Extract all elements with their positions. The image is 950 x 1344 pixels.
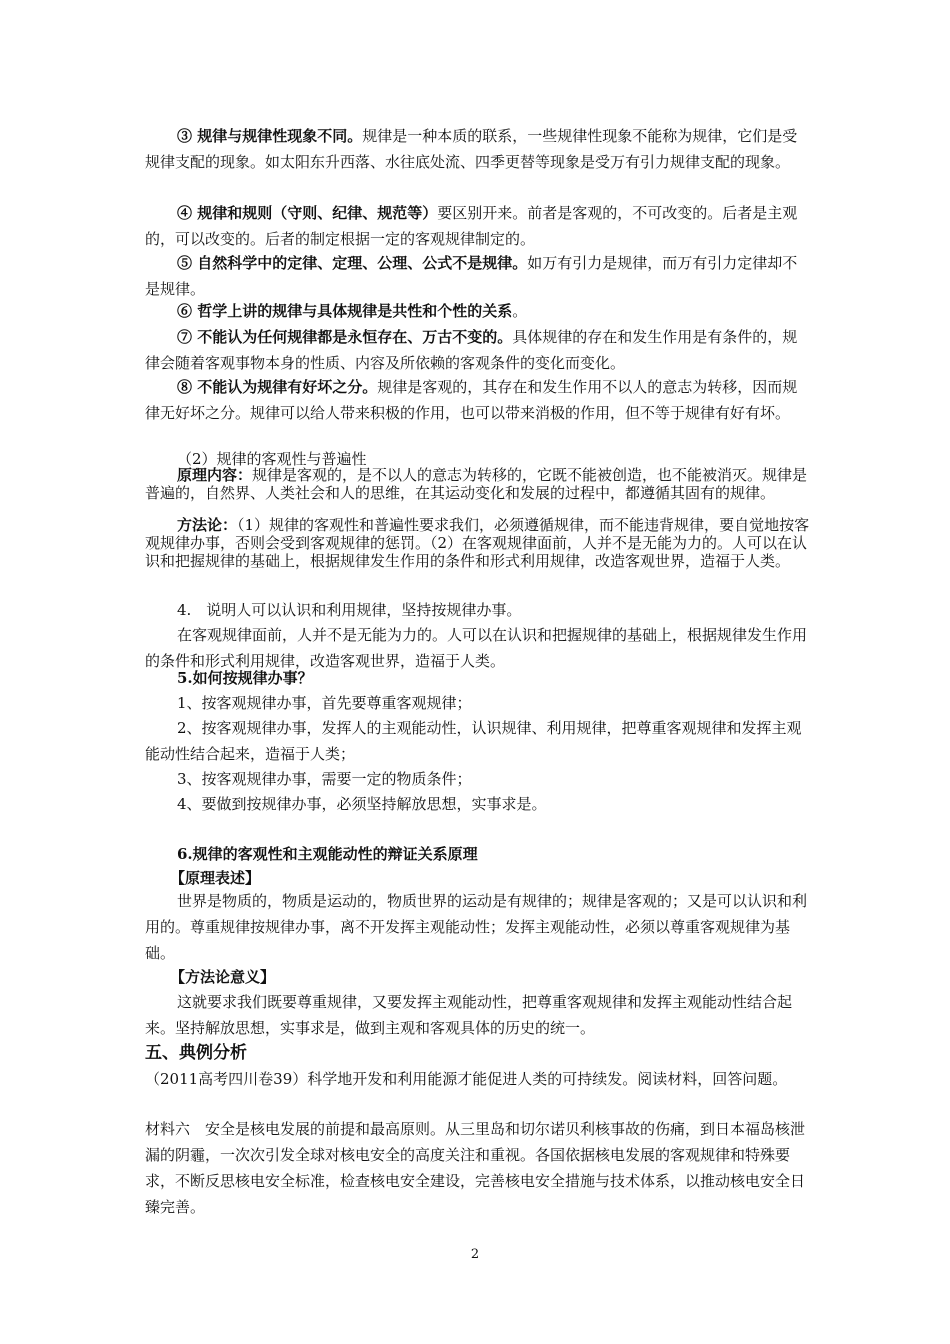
section-5-item-3: 3、按客观规律办事，需要一定的物质条件； xyxy=(177,770,472,788)
principle-statement-text: 世界是物质的，物质是运动的，物质世界的运动是有规律的；规律是客观的；又是可以认识和利用的。尊重规律按规律办事，离不开发挥主观能动性；发挥主观能动性，必须以尊重客观规律为基础。 xyxy=(145,892,808,962)
section-5-item-1: 1、按客观规律办事，首先要尊重客观规律； xyxy=(177,694,472,712)
item-7: ⑦ 不能认为任何规律都是永恒存在、万古不变的。具体规律的存在和发生作用是有条件的，规律会随着客观事物本身的性质、内容及所依赖的客观条件的变化而变化。 xyxy=(145,328,798,372)
section-5-item-4: 4、要做到按规律办事，必须坚持解放思想，实事求是。 xyxy=(177,795,547,813)
principle-content: 原理内容：规律是客观的，是不以人的意志为转移的，它既不能被创造，也不能被消灭。规律是普遍的，自然界、人类社会和人的思维，在其运动变化和发展的过程中，都遵循其固有的规律。 xyxy=(145,466,808,502)
item-8: ⑧ 不能认为规律有好坏之分。规律是客观的，其存在和发生作用不以人的意志为转移，因而规律无好坏之分。规律可以给人带来积极的作用，也可以带来消极的作用，但不等于规律有好有坏。 xyxy=(145,378,798,422)
item-5: ⑤ 自然科学中的定律、定理、公理、公式不是规律。如万有引力是规律，而万有引力定律却不是规律。 xyxy=(145,254,798,298)
methodology: 方法论：（1）规律的客观性和普遍性要求我们，必须遵循规律，而不能违背规律，要自觉地按客观规律办事，否则会受到客观规律的惩罚。（2）在客观规律面前，人并不是无能为力的。人可以在认识和把握规律的基础上，根据规律发生作用的条件和形式利用规律，改造客观世界，造福于人类。 xyxy=(145,516,810,570)
question-intro: （2011高考四川卷39）科学地开发和利用能源才能促进人类的可持续发。阅读材料，回答问题。 xyxy=(145,1070,788,1088)
page-number: 2 xyxy=(470,1247,480,1262)
section-4-text: 在客观规律面前，人并不是无能为力的。人可以在认识和把握规律的基础上，根据规律发生作用的条件和形式利用规律，改造客观世界，造福于人类。 xyxy=(145,626,808,670)
material-six: 材料六 安全是核电发展的前提和最高原则。从三里岛和切尔诺贝利核事故的伤痛，到日本福岛核泄漏的阴霾，一次次引发全球对核电安全的高度关注和重视。各国依据核电发展的客观规律和特殊要求，不断反思核电安全标准，检查核电安全建设，完善核电安全措施与技术体系，以推动核电安全日臻完善。 xyxy=(145,1120,806,1216)
section-5-item-2: 2、按客观规律办事，发挥人的主观能动性，认识规律、利用规律，把尊重客观规律和发挥主观能动性结合起来，造福于人类； xyxy=(145,719,802,763)
methodology-text: 这就要求我们既要尊重规律，又要发挥主观能动性，把尊重客观规律和发挥主观能动性结合起来。坚持解放思想，实事求是，做到主观和客观具体的历史的统一。 xyxy=(145,993,793,1037)
item-4: ④ 规律和规则（守则、纪律、规范等）要区别开来。前者是客观的，不可改变的。后者是主观的，可以改变的。后者的制定根据一定的客观规律制定的。 xyxy=(145,204,798,248)
methodology-heading: 【方法论意义】 xyxy=(170,968,276,986)
section-five-title: 五、典例分析 xyxy=(145,1043,247,1063)
section-2-title: （2）规律的客观性与普遍性 xyxy=(177,450,367,468)
section-4-title: 4. 说明人可以认识和利用规律，坚持按规律办事。 xyxy=(177,601,522,619)
item-6: ⑥ 哲学上讲的规律与具体规律是共性和个性的关系。 xyxy=(177,302,528,320)
section-6-title: 6.规律的客观性和主观能动性的辩证关系原理 xyxy=(177,845,478,863)
principle-statement-heading: 【原理表述】 xyxy=(170,869,261,887)
section-5-title: 5.如何按规律办事？ xyxy=(177,669,313,687)
item-3: ③ 规律与规律性现象不同。规律是一种本质的联系，一些规律性现象不能称为规律，它们是受规律支配的现象。如太阳东升西落、水往底处流、四季更替等现象是受万有引力规律支配的现象。 xyxy=(145,127,798,171)
